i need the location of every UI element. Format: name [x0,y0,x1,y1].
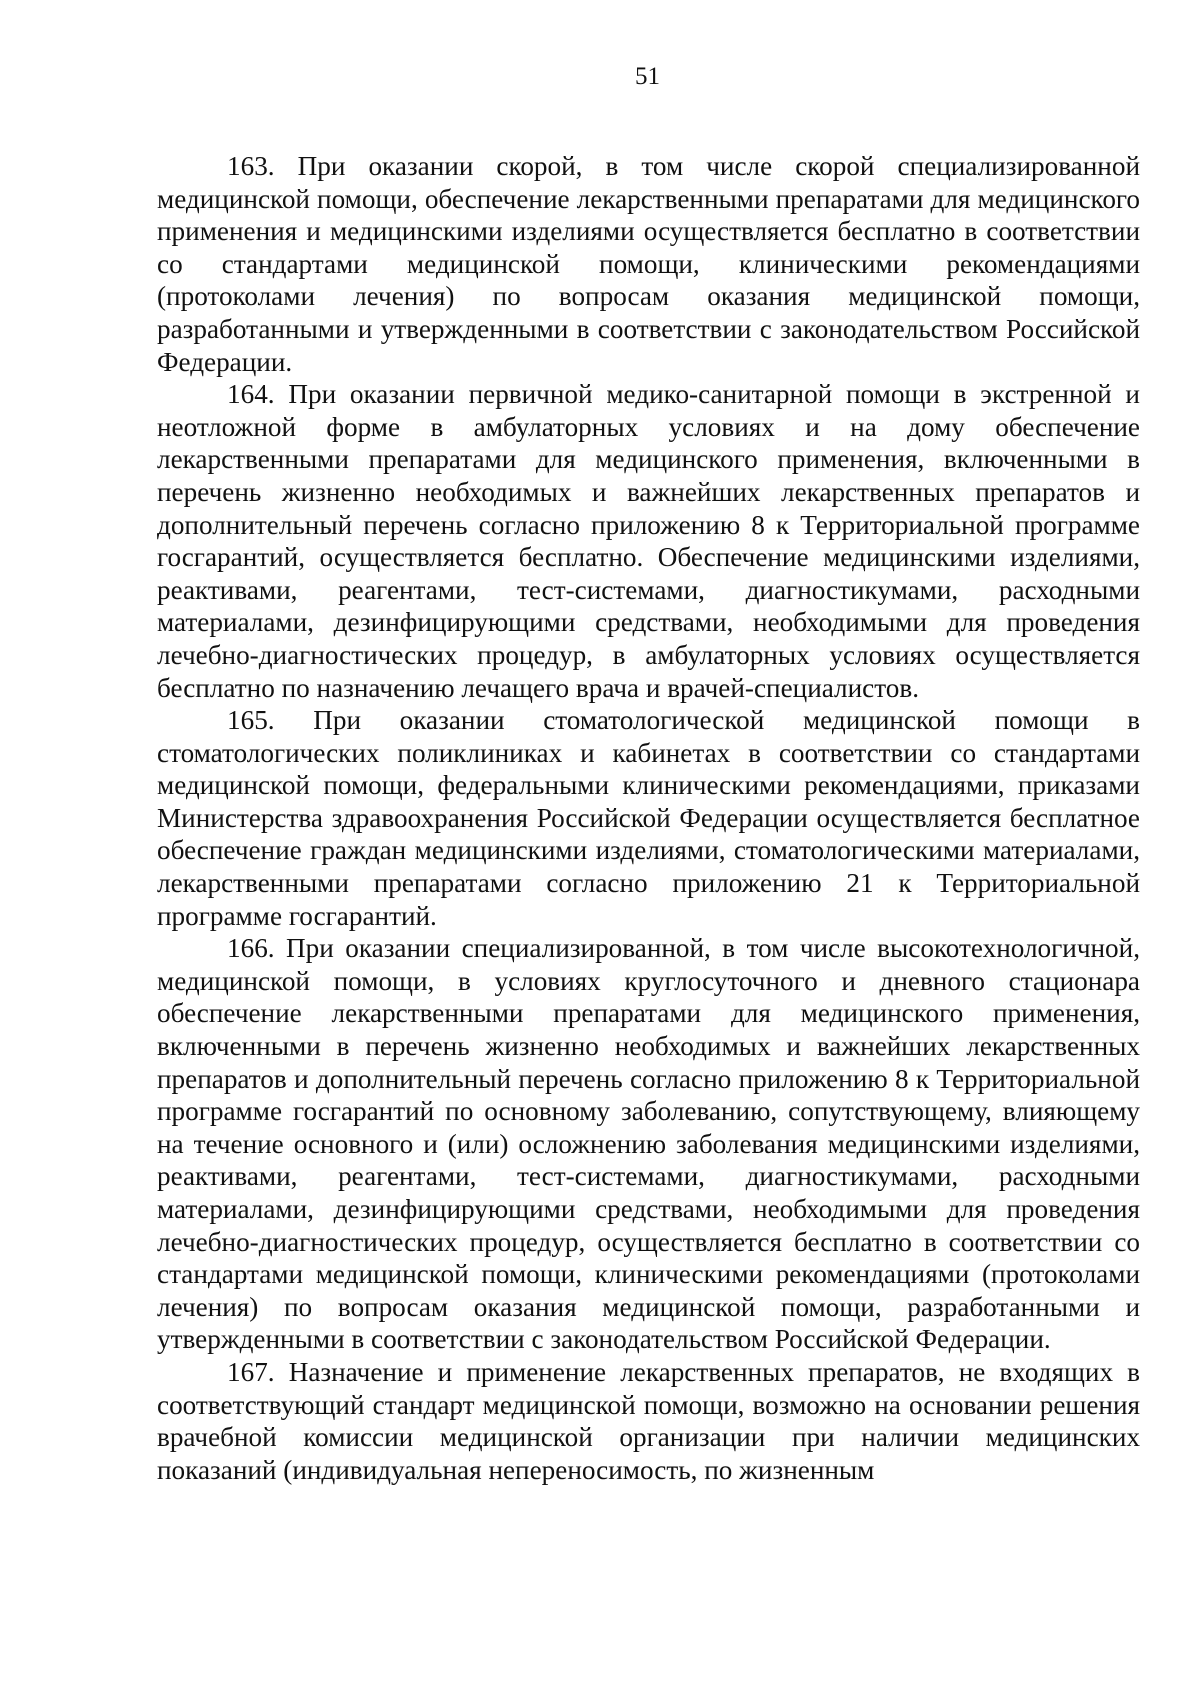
paragraph-165: 165. При оказании стоматологической медицинской помощи в стоматологических поликлиниках и кабинетах в соответствии со стандартами медицинской помощи, федеральными клиническими рекомендациями, приказами Министерства здравоохранения Российской Федерации осуществляется бесплатное обеспечение граждан медицинскими изделиями, стоматологическими материалами, лекарственными препаратами согласно приложению 21 к Территориальной программе госгарантий. [157,705,1140,931]
paragraph-163: 163. При оказании скорой, в том числе скорой специализированной медицинской помощи, обеспечение лекарственными препаратами для медицинского применения и медицинскими изделиями осуществляется бесплатно в соответствии со стандартами медицинской помощи, клиническими рекомендациями (протоколами лечения) по вопросам оказания медицинской помощи, разработанными и утвержденными в соответствии с законодательством Российской Федерации. [157,151,1140,377]
document-body [157,150,1140,1486]
paragraph-166: 166. При оказании специализированной, в том числе высокотехнологичной, медицинской помощи, в условиях круглосуточного и дневного стационара обеспечение лекарственными препаратами для медицинского применения, включенными в перечень жизненно необходимых и важнейших лекарственных препаратов и дополнительный перечень согласно приложению 8 к Территориальной программе госгарантий по основному заболеванию, сопутствующему, влияющему на течение основного и (или) осложнению заболевания медицинскими изделиями, реактивами, реагентами, тест-системами, диагностикумами, расходными материалами, дезинфицирующими средствами, необходимыми для проведения лечебно-диагностических процедур, осуществляется бесплатно в соответствии со стандартами медицинской помощи, клиническими рекомендациями (протоколами лечения) по вопросам оказания медицинской помощи, разработанными и утвержденными в соответствии с законодательством Российской Федерации. [157,933,1140,1355]
paragraph-164: 164. При оказании первичной медико-санитарной помощи в экстренной и неотложной форме в амбулаторных условиях и на дому обеспечение лекарственными препаратами для медицинского применения, включенными в перечень жизненно необходимых и важнейших лекарственных препаратов и дополнительный перечень согласно приложению 8 к Территориальной программе госгарантий, осуществляется бесплатно. Обеспечение медицинскими изделиями, реактивами, реагентами, тест-системами, диагностикумами, расходными материалами, дезинфицирующими средствами, необходимыми для проведения лечебно-диагностических процедур, в амбулаторных условиях осуществляется бесплатно по назначению лечащего врача и врачей-специалистов. [157,379,1140,703]
page-number: 51 [635,63,660,90]
paragraph-167: 167. Назначение и применение лекарственных препаратов, не входящих в соответствующий стандарт медицинской помощи, возможно на основании решения врачебной комиссии медицинской организации при наличии медицинских показаний (индивидуальная непереносимость, по жизненным [157,1356,1140,1485]
